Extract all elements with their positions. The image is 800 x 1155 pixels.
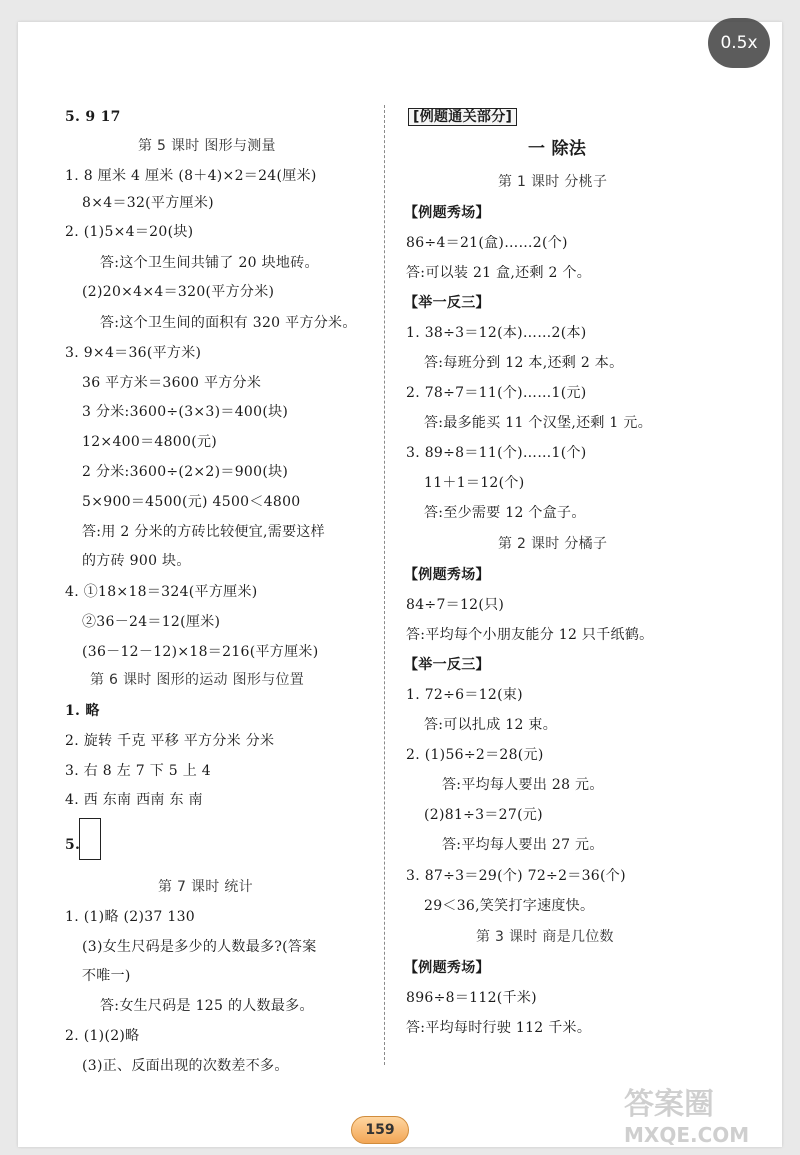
answer-line: 不唯一) (82, 968, 131, 984)
answer-line: 答:平均每个小朋友能分 12 只千纸鹤。 (406, 627, 654, 643)
answer-item: 1. (1)略 (2)37 130 (65, 909, 196, 925)
answer-line: 11＋1＝12(个) (424, 475, 525, 491)
answer-item: 3. 9×4＝36(平方米) (65, 345, 202, 361)
answer-line: 896÷8＝112(千米) (406, 990, 537, 1006)
page-number: 159 (351, 1116, 409, 1144)
answer-line: (36－12－12)×18＝216(平方厘米) (82, 644, 319, 660)
answer-line: 84÷7＝12(只) (406, 597, 505, 613)
answer-line: 8×4＝32(平方厘米) (82, 195, 214, 211)
answer-page (18, 22, 782, 1147)
lesson-heading: 第 2 课时 分橘子 (498, 536, 608, 552)
answer-item: 2. (1)5×4＝20(块) (65, 224, 194, 240)
answer-line: ②36－24＝12(厘米) (82, 614, 221, 630)
answer-line: 答:可以扎成 12 束。 (424, 717, 558, 733)
answer-line: (2)81÷3＝27(元) (424, 807, 543, 823)
answer-item: 1. 38÷3＝12(本)……2(本) (406, 325, 587, 341)
answer-line: 答:每班分到 12 本,还剩 2 本。 (424, 355, 624, 371)
answer-line: 答:用 2 分米的方砖比较便宜,需要这样 (82, 524, 325, 540)
answer-item: 3. 右 8 左 7 下 5 上 4 (65, 763, 211, 779)
section-label: 【举一反三】 (404, 295, 490, 311)
answer-line: 3 分米:3600÷(3×3)＝400(块) (82, 404, 289, 420)
answer-line: (3)女生尺码是多少的人数最多?(答案 (82, 939, 317, 955)
lesson-heading: 第 7 课时 统计 (158, 879, 253, 895)
rectangle-figure (79, 818, 101, 860)
answer-line: 12×400＝4800(元) (82, 434, 218, 450)
answer-item: 5. 9 17 (65, 109, 121, 125)
answer-item: 2. (1)(2)略 (65, 1028, 140, 1044)
answer-line: 2 分米:3600÷(2×2)＝900(块) (82, 464, 289, 480)
answer-line: 答:这个卫生间共铺了 20 块地砖。 (100, 255, 319, 271)
lesson-heading: 第 5 课时 图形与测量 (138, 138, 276, 154)
answer-line: 答:最多能买 11 个汉堡,还剩 1 元。 (424, 415, 652, 431)
answer-line: 答:这个卫生间的面积有 320 平方分米。 (100, 315, 357, 331)
column-divider (384, 105, 385, 1065)
unit-title: 一 除法 (528, 139, 587, 159)
answer-item: 4. 西 东南 西南 东 南 (65, 792, 203, 808)
answer-line: 36 平方米＝3600 平方分米 (82, 375, 262, 391)
answer-item: 3. 89÷8＝11(个)……1(个) (406, 445, 587, 461)
answer-item: 5. (65, 837, 81, 853)
answer-item: 1. 略 (65, 703, 100, 719)
answer-line: 答:平均每人要出 27 元。 (442, 837, 604, 853)
answer-line: 答:平均每人要出 28 元。 (442, 777, 604, 793)
answer-item: 1. 72÷6＝12(束) (406, 687, 523, 703)
section-label: 【例题秀场】 (404, 960, 490, 976)
answer-item: 1. 8 厘米 4 厘米 (8＋4)×2＝24(厘米) (65, 168, 317, 184)
answer-line: (3)正、反面出现的次数差不多。 (82, 1058, 289, 1074)
answer-line: 答:平均每时行驶 112 千米。 (406, 1020, 592, 1036)
answer-line: 的方砖 900 块。 (82, 553, 191, 569)
answer-line: 5×900＝4500(元) 4500＜4800 (82, 494, 301, 510)
lesson-heading: 第 6 课时 图形的运动 图形与位置 (90, 672, 305, 688)
section-tag-label: [例题通关部分] (408, 108, 517, 126)
section-label: 【举一反三】 (404, 657, 490, 673)
answer-item: 2. 78÷7＝11(个)……1(元) (406, 385, 587, 401)
svg-text:MXQE.COM: MXQE.COM (624, 1123, 750, 1147)
section-label: 【例题秀场】 (404, 205, 490, 221)
section-label: 【例题秀场】 (404, 567, 490, 583)
answer-item: 4. ①18×18＝324(平方厘米) (65, 584, 258, 600)
answer-item: 2. (1)56÷2＝28(元) (406, 747, 544, 763)
svg-text:答案圈: 答案圈 (624, 1087, 714, 1122)
answer-line: 答:女生尺码是 125 的人数最多。 (100, 998, 314, 1014)
answer-line: (2)20×4×4＝320(平方分米) (82, 284, 275, 300)
answer-item: 2. 旋转 千克 平移 平方分米 分米 (65, 733, 275, 749)
section-tag (408, 108, 517, 126)
answer-item: 3. 87÷3＝29(个) 72÷2＝36(个) (406, 868, 626, 884)
answer-line: 86÷4＝21(盒)……2(个) (406, 235, 568, 251)
answer-line: 29＜36,笑笑打字速度快。 (424, 898, 595, 914)
answer-line: 答:至少需要 12 个盒子。 (424, 505, 586, 521)
lesson-heading: 第 3 课时 商是几位数 (476, 929, 614, 945)
lesson-heading: 第 1 课时 分桃子 (498, 174, 608, 190)
answer-line: 答:可以装 21 盒,还剩 2 个。 (406, 265, 592, 281)
site-watermark-logo (620, 1082, 790, 1148)
zoom-level-button[interactable]: 0.5x (708, 18, 770, 68)
